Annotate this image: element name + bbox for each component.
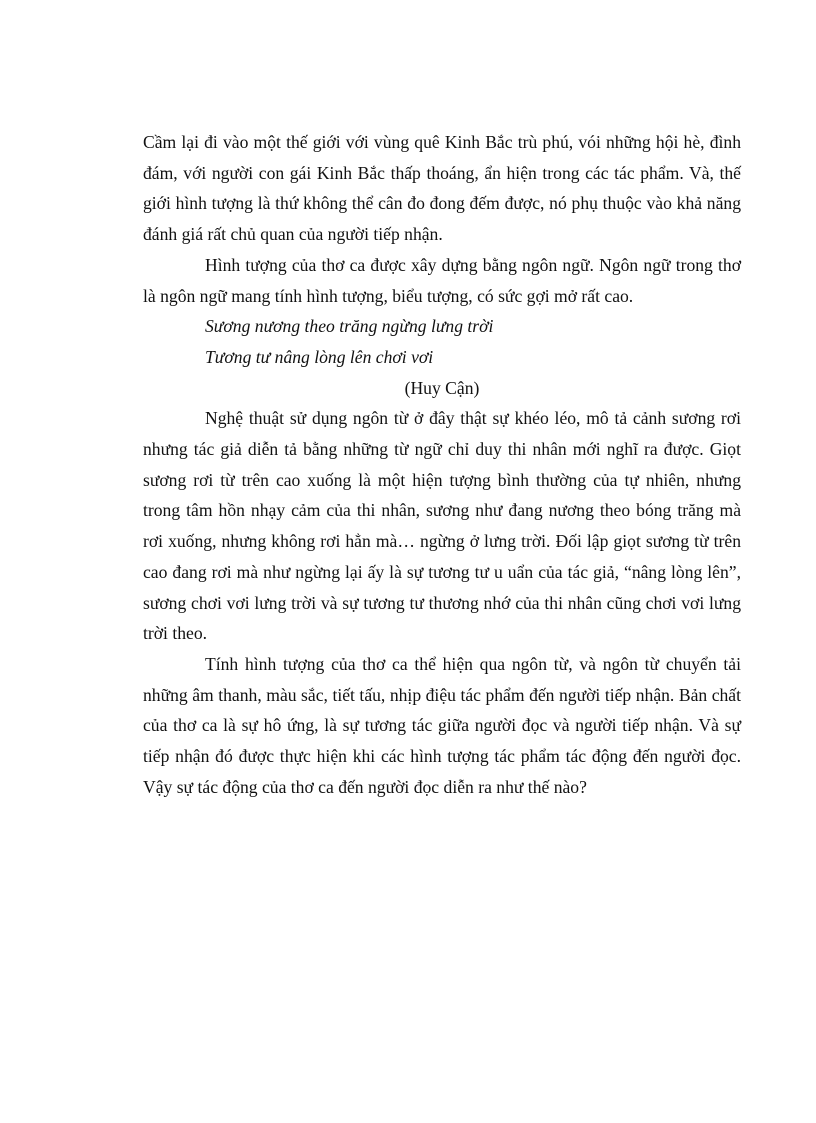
- paragraph-3: Nghệ thuật sử dụng ngôn từ ở đây thật sự khéo léo, mô tả cảnh sương rơi nhưng tác giả diễn tả bằng những từ ngữ chỉ duy thi nhân mới nghĩ ra được. Giọt sương rơi từ trên cao xuống là một hiện tượng bình thường của tự nhiên, nhưng trong tâm hồn nhạy cảm của thi nhân, sương như đang nương theo bóng trăng mà rơi xuống, nhưng không rơi hẳn mà… ngừng ở lưng trời. Đối lập giọt sương từ trên cao đang rơi mà như ngừng lại ấy là sự tương tư u uẩn của tác giả, “nâng lòng lên”, sương chơi vơi lưng trời và sự tương tư thương nhớ của thi nhân cũng chơi vơi lưng trời theo.: [143, 408, 741, 644]
- verse-line-1: Sương nương theo trăng ngừng lưng trời: [205, 316, 494, 337]
- verse-line-2: Tương tư nâng lòng lên chơi vơi: [205, 346, 434, 367]
- verse-attribution: (Huy Cận): [404, 377, 480, 398]
- paragraph-1: Cầm lại đi vào một thế giới với vùng quê Kinh Bắc trù phú, vói những hội hè, đình đám, với người con gái Kinh Bắc thấp thoáng, ẩn hiện trong các tác phẩm. Và, thế giới hình tượng là thứ không thể cân đo đong đếm được, nó phụ thuộc vào khả năng đánh giá rất chủ quan của người tiếp nhận.: [143, 132, 741, 245]
- document-page: [143, 127, 741, 802]
- paragraph-4: Tính hình tượng của thơ ca thể hiện qua ngôn từ, và ngôn từ chuyển tải những âm thanh, màu sắc, tiết tấu, nhịp điệu tác phẩm đến người tiếp nhận. Bản chất của thơ ca là sự hô ứng, là sự tương tác giữa người đọc và người tiếp nhận. Và sự tiếp nhận đó được thực hiện khi các hình tượng tác phẩm tác động đến người đọc. Vậy sự tác động của thơ ca đến người đọc diễn ra như thế nào?: [143, 653, 741, 797]
- paragraph-2: Hình tượng của thơ ca được xây dựng bằng ngôn ngữ. Ngôn ngữ trong thơ là ngôn ngữ mang tính hình tượng, biểu tượng, có sức gợi mở rất cao.: [143, 254, 741, 306]
